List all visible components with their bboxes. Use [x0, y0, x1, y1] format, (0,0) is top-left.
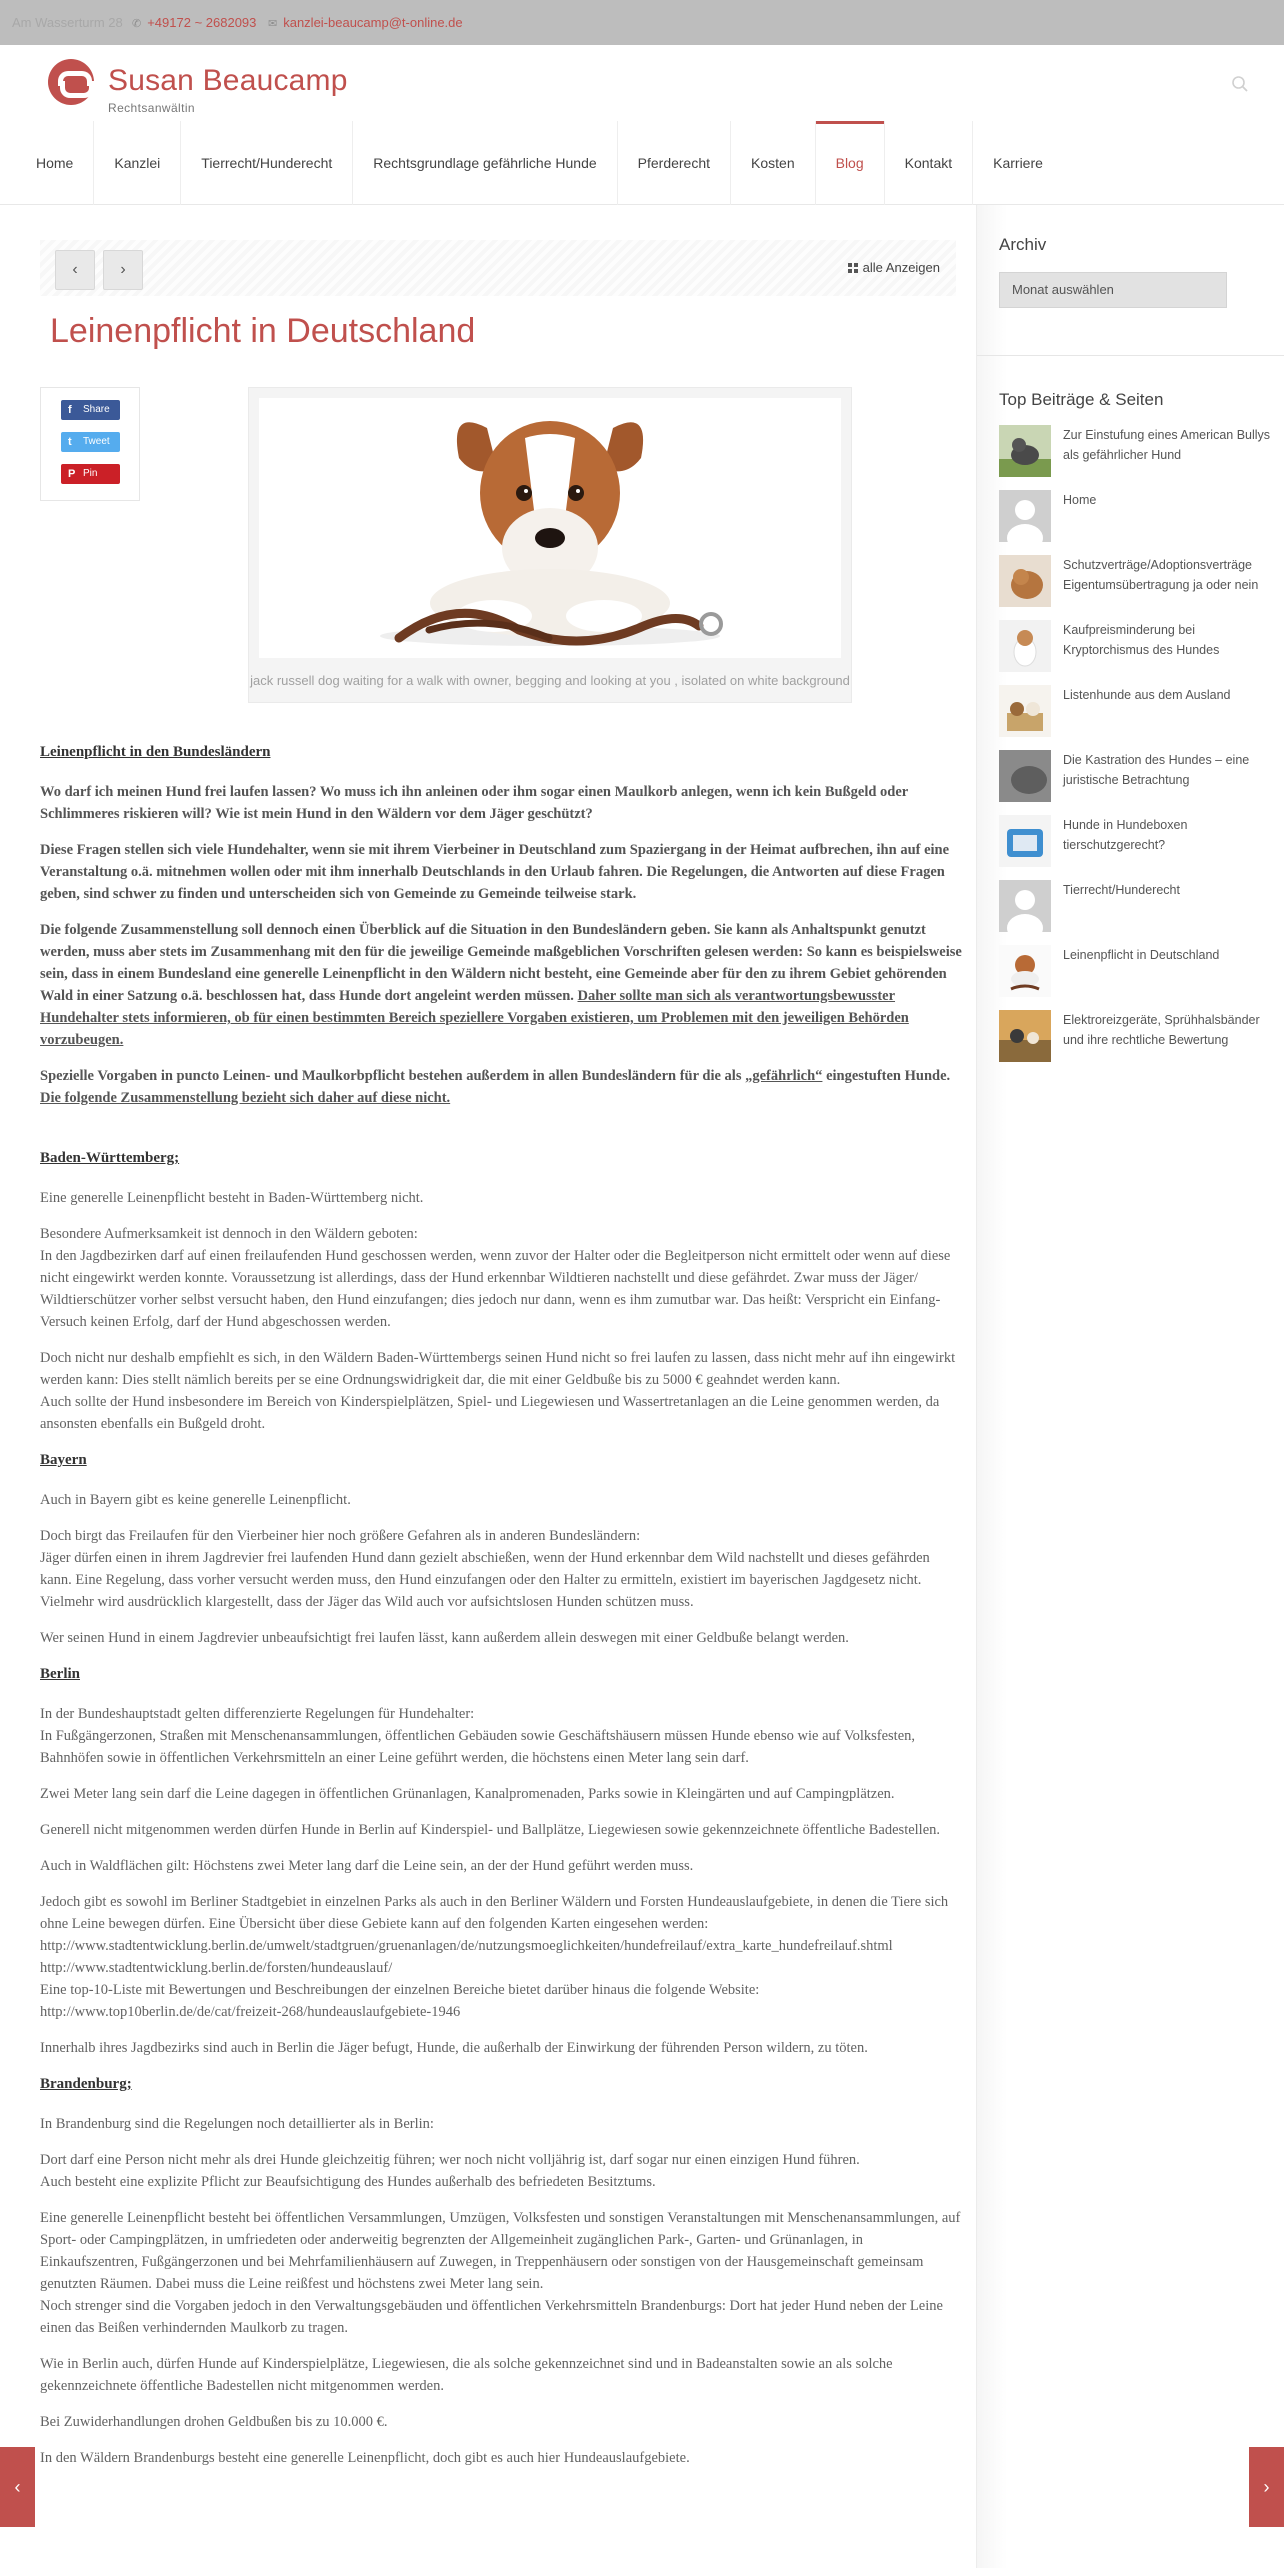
special-rules-paragraph: [40, 1065, 962, 1109]
thumb-dogs-outdoor: [999, 1010, 1051, 1062]
facebook-share-label: Share: [83, 404, 110, 415]
twitter-share-label: Tweet: [83, 436, 110, 447]
heading-baden-wuerttemberg: Baden-Württemberg;: [40, 1150, 180, 1166]
pinterest-share-button[interactable]: [61, 464, 120, 484]
top-post-title: Kaufpreisminderung bei Kryptorchismus des Hundes: [1063, 623, 1220, 657]
share-box: [40, 387, 140, 501]
prev-post-arrow[interactable]: ‹: [0, 2447, 35, 2527]
phone-icon: ✆: [132, 18, 142, 30]
logo-icon[interactable]: [48, 59, 94, 105]
bb-paragraph-5: Bei Zuwiderhandlungen drohen Geldbußen bis zu 10.000 €.: [40, 2414, 388, 2430]
top-post-title: Leinenpflicht in Deutschland: [1063, 948, 1220, 962]
bb-paragraph-1: In Brandenburg sind die Regelungen noch detaillierter als in Berlin:: [40, 2116, 434, 2132]
phone-number: +49172 ~ 2682093: [147, 15, 257, 30]
top-bar: [0, 0, 1284, 45]
article-body: [40, 741, 962, 2483]
grid-icon: [848, 263, 858, 273]
dangerous-link[interactable]: „gefährlich“: [745, 1068, 823, 1084]
by-paragraph-3: Wer seinen Hund in einem Jagdrevier unbeaufsichtigt frei laufen lässt, kann außerdem allein deswegen mit einer Geldbuße belangt werden.: [40, 1630, 849, 1646]
top-post-title: Elektroreizgeräte, Sprühhalsbänder und ihre rechtliche Bewertung: [1063, 1013, 1260, 1047]
sidebar: [976, 205, 1284, 2568]
overview-underlined: Daher sollte man sich als verantwortungsbewusster Hundehalter stets informieren, ob für einen bestimmten Bereich speziellere Vorgaben existieren, um Problemen mit den jeweiligen Behörden vorzubeugen.: [40, 988, 909, 1048]
top-post-title: Schutzverträge/Adoptionsverträge Eigentumsübertragung ja oder nein: [1063, 558, 1259, 592]
archive-title: Archiv: [999, 235, 1047, 254]
be-paragraph-2: Zwei Meter lang sein darf die Leine dagegen in öffentlichen Grünanlagen, Kanalpromenaden, Parks sowie in Kleingärten und auf Campingplätzen.: [40, 1786, 895, 1802]
post-figure: [248, 387, 852, 703]
bb-paragraph-6: In den Wäldern Brandenburgs besteht eine generelle Leinenpflicht, doch gibt es auch hier Hundeauslaufgebiete.: [40, 2450, 690, 2466]
nav-karriere[interactable]: Karriere: [993, 155, 1043, 171]
top-post-item[interactable]: [999, 425, 1269, 490]
top-post-item[interactable]: [999, 490, 1269, 555]
top-post-title: Zur Einstufung eines American Bullys als gefährlicher Hund: [1063, 428, 1271, 462]
special-rules-text: Spezielle Vorgaben in puncto Leinen- und Maulkorbpflicht bestehen außerdem in allen Bundesländern für die als: [40, 1068, 746, 1084]
top-post-title: Hunde in Hundeboxen tierschutzgerecht?: [1063, 818, 1188, 852]
thumb-dog-gray: [999, 750, 1051, 802]
prev-post-button[interactable]: ‹: [55, 250, 95, 290]
nav-home[interactable]: Home: [16, 121, 94, 205]
thumb-dogs-in-basket: [999, 685, 1051, 737]
email-address: kanzlei-beaucamp@t-online.de: [283, 15, 463, 30]
heading-bayern: Bayern: [40, 1452, 87, 1468]
by-paragraph-2: Doch birgt das Freilaufen für den Vierbeiner hier noch größere Gefahren als in anderen Bundesländern: Jäger dürfen einen in ihrem Jagdrevier frei laufenden Hund dann gezielt abschießen, wenn der Hund erkennbar dem Wild nachstellt und dieses gefährden kann. Eine Regelung, dass vorher versucht werden muss, den Hund einzufangen oder den Halter zu ermitteln, existiert im bayerischen Jagdgesetz nicht. Vielmehr wird ausdrücklich klargestellt, dass der Jäger das Wild auch vor aufsichtslosen Hunden schützen muss.: [40, 1528, 930, 1610]
section-heading-bundeslaender: Leinenpflicht in den Bundesländern: [40, 744, 271, 760]
thumb-dog-box: [999, 815, 1051, 867]
nav-blog[interactable]: Blog: [816, 121, 885, 205]
pinterest-share-label: Pin: [83, 468, 98, 479]
image-caption: jack russell dog waiting for a walk with owner, begging and looking at you , isolated on white background: [250, 673, 850, 688]
search-icon[interactable]: [1231, 75, 1249, 93]
pinterest-icon: P: [68, 468, 76, 480]
be-paragraph-1: In der Bundeshauptstadt gelten differenzierte Regelungen für Hundehalter: In Fußgängerzonen, Straßen mit Menschenansammlungen, öffentlichen Gebäuden sowie Geschäftshäusern müssen Hunde ebenso wie auf Volksfesten, Bahnhöfen sowie in öffentlichen Verkehrsmitteln an einer Leine geführt werden, die höchstens einen Meter lang sein darf.: [40, 1706, 916, 1766]
nav-rechtsgrundlage[interactable]: Rechtsgrundlage gefährliche Hunde: [353, 121, 617, 205]
next-post-button[interactable]: ›: [103, 250, 143, 290]
main-nav: [16, 121, 1063, 205]
bb-paragraph-3: Eine generelle Leinenpflicht besteht bei öffentlichen Versammlungen, Umzügen, Volksfesten und sonstigen Veranstaltungen mit Menschenansammlungen, auf Sport- oder Campingplätzen, in umfriedeten oder anderweitig begrenzten der Allgemeinheit zugänglichen Park-, Garten- und Grünanlagen, in Einkaufszentren, Fußgängerzonen und bei Mehrfamilienhäusern auf Zuwegen, in Treppenhäusern oder sonstigen von der Hausgemeinschaft gemeinsam genutzten Räumen. Dabei muss die Leine reißfest und höchstens zwei Meter lang sein. Noch strenger sind die Vorgaben jedoch in den Verwaltungsgebäuden und öffentlichen Verkehrsmitteln Brandenburgs: Dort hat jeder Hund neben der Leine einen das Beißen verhindernden Maulkorb zu tragen.: [40, 2210, 961, 2336]
twitter-share-button[interactable]: [61, 432, 120, 452]
top-post-title: Listenhunde aus dem Ausland: [1063, 688, 1231, 702]
special-rules-text-2: eingestuften Hunde.: [822, 1068, 951, 1084]
facebook-share-button[interactable]: [61, 400, 120, 420]
thumb-jack-russell: [999, 945, 1051, 997]
bb-paragraph-4: Wie in Berlin auch, dürfen Hunde auf Kinderspielplätze, Liegewiesen, die als solche gekennzeichnet sind und in Badeanstalten sowie an als solche gekennzeichnete öffentliche Badestellen nicht mitgenommen werden.: [40, 2356, 893, 2394]
thumb-small-dog: [999, 620, 1051, 672]
heading-brandenburg: Brandenburg;: [40, 2076, 132, 2092]
bw-paragraph-2: Besondere Aufmerksamkeit ist dennoch in den Wäldern geboten: In den Jagdbezirken darf auf einen freilaufenden Hund geschossen werden, wenn zuvor der Halter oder die Begleitperson nicht ermittelt oder wenn auf diese nicht eingewirkt werden konnte. Voraussetzung ist allerdings, dass der Hund erkennbar Wildtieren nachstellt und diese gefährdet. Zwar muss der Jäger/ Wildtierschützer vorher selbst versucht haben, den Hund einzufangen; dies jedoch nur dann, wenn es ihm zumutbar war. Das heißt: Verspricht ein Einfang-Versuch keinen Erfolg, darf der Hund abgeschossen werden.: [40, 1226, 951, 1330]
main-content: [0, 205, 976, 2568]
thumb-american-bully: [999, 425, 1051, 477]
month-select[interactable]: Monat auswählen: [999, 272, 1227, 308]
special-rules-underlined: Die folgende Zusammenstellung bezieht sich daher auf diese nicht.: [40, 1090, 451, 1106]
sidebar-divider: [977, 355, 1284, 356]
top-post-item[interactable]: [999, 555, 1269, 620]
be-paragraph-5: Jedoch gibt es sowohl im Berliner Stadtgebiet in einzelnen Parks als auch in den Berliner Wäldern und Forsten Hundeauslaufgebiete, in denen die Tiere sich ohne Leine bewegen dürfen. Eine Übersicht über diese Gebiete kann auf den folgenden Karten eingesehen werden: http://www.stadtentwicklung.berlin.de/umwelt/stadtgruen/gruenanlagen/de/nutzungsmoeglichkeiten/hundefreilauf/extra_karte_hundefreilauf.shtml http://www.stadtentwicklung.berlin.de/forsten/hundeauslauf/ Eine top-10-Liste mit Bewertungen und Beschreibungen der einzelnen Bereiche bietet darüber hinaus die folgende Website: http://www.top10berlin.de/de/cat/freizeit-268/hundeauslaufgebiete-1946: [40, 1894, 949, 2020]
top-post-item[interactable]: [999, 750, 1269, 815]
dog-illustration: [259, 398, 841, 658]
be-paragraph-6: Innerhalb ihres Jagdbezirks sind auch in Berlin die Jäger befugt, Hunde, die außerhalb der Einwirkung der führenden Person wildern, zu töten.: [40, 2040, 868, 2056]
top-post-item[interactable]: [999, 880, 1269, 945]
thumb-placeholder-avatar: [999, 880, 1051, 932]
top-post-item[interactable]: [999, 815, 1269, 880]
twitter-icon: t: [68, 436, 72, 448]
mail-icon: ✉: [268, 18, 278, 30]
nav-kosten[interactable]: Kosten: [731, 121, 816, 205]
email-link[interactable]: [268, 15, 463, 30]
be-paragraph-4: Auch in Waldflächen gilt: Höchstens zwei Meter lang darf die Leine sein, an der der Hund geführt werden muss.: [40, 1858, 694, 1874]
nav-tierrecht[interactable]: Tierrecht/Hunderecht: [181, 121, 353, 205]
dog-image[interactable]: [259, 398, 841, 658]
nav-pferderecht[interactable]: Pferderecht: [618, 121, 731, 205]
show-all-label: alle Anzeigen: [862, 260, 940, 275]
heading-berlin: Berlin: [40, 1666, 80, 1682]
intro-paragraph: Diese Fragen stellen sich viele Hundehalter, wenn sie mit ihrem Vierbeiner in Deutschland zum Spaziergang in der Heimat aufbrechen, ihn auf eine Veranstaltung o.ä. mitnehmen wollen oder mit ihm innerhalb Deutschlands in den Urlaub fahren. Die Regelungen, die Antworten auf diese Fragen geben, sind schwer zu finden und unterscheiden sich von Gemeinde zu Gemeinde teilweise stark.: [40, 842, 950, 902]
next-post-arrow[interactable]: ›: [1249, 2447, 1284, 2527]
show-all-link[interactable]: [848, 260, 940, 275]
top-post-title: Die Kastration des Hundes – eine juristische Betrachtung: [1063, 753, 1250, 787]
logo-name[interactable]: Susan Beaucamp: [108, 64, 348, 97]
be-paragraph-3: Generell nicht mitgenommen werden dürfen Hunde in Berlin auf Kinderspiel- und Ballplätze, Liegewiesen sowie gekennzeichnete öffentliche Badestellen.: [40, 1822, 941, 1838]
post-title: Leinenpflicht in Deutschland: [50, 312, 476, 350]
overview-text: Die folgende Zusammenstellung soll dennoch einen Überblick auf die Situation in den Bundesländern geben. Sie kann als Anhaltspunkt genutzt werden, muss aber stets im Zusammenhang mit den für die jeweilige Gemeinde maßgeblichen Vorschriften gelesen werden: So kann es beispielsweise sein, dass in einem Bundesland eine generelle Leinenpflicht in den Wäldern nicht besteht, eine Gemeinde aber für den zu ihrem Gebiet gehörenden Wald in einer Satzung o.ä. beschlossen hat, dass Hunde dort angeleint werden müssen.: [40, 922, 962, 1004]
top-post-title: Tierrecht/Hunderecht: [1063, 883, 1180, 897]
thumb-placeholder-avatar: [999, 490, 1051, 542]
facebook-icon: f: [68, 404, 72, 416]
address-text: Am Wasserturm 28: [12, 15, 123, 30]
site-header: [0, 45, 1284, 205]
nav-kontakt[interactable]: Kontakt: [885, 121, 973, 205]
nav-kanzlei[interactable]: Kanzlei: [94, 121, 181, 205]
post-navigation: [40, 240, 956, 296]
top-posts-title: Top Beiträge & Seiten: [999, 390, 1164, 409]
overview-paragraph: [40, 919, 962, 1051]
bw-paragraph-3: Doch nicht nur deshalb empfiehlt es sich, in den Wäldern Baden-Württembergs seinen Hund nicht so frei laufen zu lassen, dass nicht mehr auf ihn eingewirkt werden kann: Dies stellt nämlich bereits per se eine Ordnungswidrigkeit dar, die mit einer Geldbuße bis zu 5000 € geahndet werden kann. Auch sollte der Hund insbesondere im Bereich von Kinderspielplätzen, Spiel- und Liegewiesen und Wassertretanlagen an die Leine genommen werden, da ansonsten ebenfalls ein Bußgeld droht.: [40, 1350, 956, 1432]
top-post-item[interactable]: [999, 1010, 1269, 1075]
by-paragraph-1: Auch in Bayern gibt es keine generelle Leinenpflicht.: [40, 1492, 351, 1508]
top-post-item[interactable]: [999, 685, 1269, 750]
logo-subtitle: Rechtsanwältin: [108, 101, 195, 115]
bb-paragraph-2: Dort darf eine Person nicht mehr als drei Hunde gleichzeitig führen; wer noch nicht volljährig ist, darf sogar nur einen einzigen Hund führen. Auch besteht eine explizite Pflicht zur Beaufsichtigung des Hundes außerhalb des befriedeten Besitztums.: [40, 2152, 860, 2190]
top-post-item[interactable]: [999, 945, 1269, 1010]
phone-link[interactable]: [132, 15, 256, 30]
intro-questions: Wo darf ich meinen Hund frei laufen lassen? Wo muss ich ihn anleinen oder ihm sogar einen Maulkorb anlegen, wenn ich kein Bußgeld oder Schlimmeres riskieren will? Wie ist mein Hund in den Wäldern vor dem Jäger geschützt?: [40, 784, 908, 822]
top-posts-list: [999, 425, 1269, 1075]
top-post-item[interactable]: [999, 620, 1269, 685]
bw-paragraph-1: Eine generelle Leinenpflicht besteht in Baden-Württemberg nicht.: [40, 1190, 424, 1206]
top-post-title: Home: [1063, 493, 1097, 507]
thumb-puppy: [999, 555, 1051, 607]
